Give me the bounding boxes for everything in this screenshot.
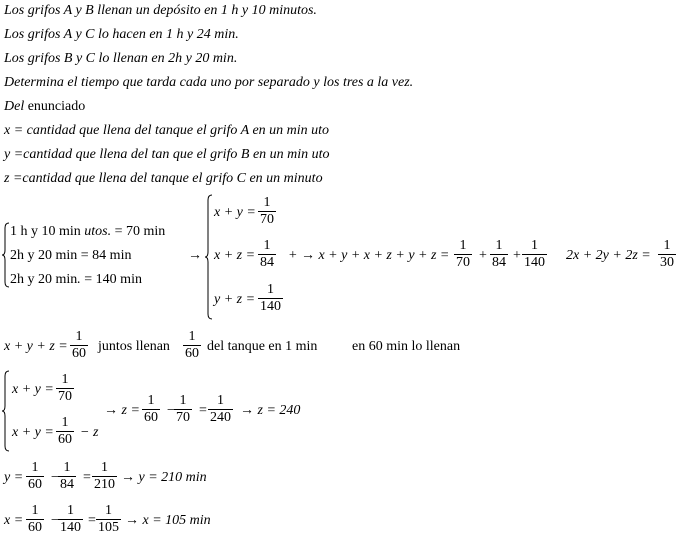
left-brace-system-2 xyxy=(205,194,213,320)
en-60-min-text: en 60 min lo llenan xyxy=(352,339,461,354)
eq2-row-2-fraction: $\frac{1}{84}$ xyxy=(260,238,274,270)
z-minus-sign: − xyxy=(167,403,175,418)
conversion-row-1: 1 h y 10 min utos. = 70 min xyxy=(10,224,166,239)
eq2-row-3-fraction: $\frac{1}{140}$ xyxy=(260,282,281,314)
juntos-fraction: $\frac{1}{60}$ xyxy=(185,329,199,361)
eq3-row-2-minus-z: − z xyxy=(80,425,99,440)
problem-line-4: Determina el tiempo que tarda cada uno por separado y los tres a la vez. xyxy=(4,75,414,90)
sum-fraction-2: $\frac{1}{84}$ xyxy=(492,238,506,270)
z-result: → z = 240 xyxy=(240,403,301,418)
juntos-llenan: juntos llenan xyxy=(98,339,170,354)
z-equals-sign: = xyxy=(199,403,207,418)
y-result: → y = 210 min xyxy=(121,470,207,485)
total-fraction: $\frac{1}{60}$ xyxy=(72,329,86,361)
z-arrow: → z = xyxy=(104,403,140,418)
z-fraction-1: $\frac{1}{60}$ xyxy=(144,393,158,425)
sum-fraction-3: $\frac{1}{140}$ xyxy=(524,238,545,270)
problem-line-2: Los grifos A y C lo hacen en 1 h y 24 min. xyxy=(4,27,239,42)
eq2-row-2-lhs: x + z = xyxy=(214,248,256,263)
y-fraction-1: $\frac{1}{60}$ xyxy=(28,460,42,492)
eq2-row-3-lhs: y + z = xyxy=(214,292,256,307)
x-equals-sign: = xyxy=(88,513,96,528)
eq3-row-2-fraction: $\frac{1}{60}$ xyxy=(58,415,72,447)
conversion-row-3: 2h y 20 min. = 140 min xyxy=(10,272,142,287)
z-fraction-3: $\frac{1}{240}$ xyxy=(210,393,231,425)
y-minus-sign: − xyxy=(51,470,59,485)
x-fraction-2: $\frac{1}{140}$ xyxy=(60,503,81,535)
eq3-row-1-fraction: $\frac{1}{70}$ xyxy=(58,372,72,404)
z-fraction-2: $\frac{1}{70}$ xyxy=(176,393,190,425)
del-enunciado: Del enunciado xyxy=(4,99,86,114)
eq2-row-1-lhs: x + y = xyxy=(214,205,256,220)
x-fraction-3: $\frac{1}{105}$ xyxy=(98,503,119,535)
x-minus-sign: − xyxy=(51,513,59,528)
total-expression: x + y + z = xyxy=(4,339,68,354)
conversion-row-2: 2h y 20 min = 84 min xyxy=(10,248,132,263)
problem-line-3: Los grifos B y C lo llenan en 2h y 20 min. xyxy=(4,51,238,66)
y-fraction-3: $\frac{1}{210}$ xyxy=(94,460,115,492)
arrow-1: → xyxy=(188,248,202,263)
left-brace-system-1 xyxy=(2,222,10,288)
x-lhs: x = xyxy=(4,513,24,528)
y-equals-sign: = xyxy=(83,470,91,485)
eq3-row-2-lhs: x + y = xyxy=(12,425,54,440)
sum-expression: + → x + y + x + z + y + z = xyxy=(288,248,450,263)
plus-sign-2: + xyxy=(513,248,521,263)
left-brace-system-3 xyxy=(2,370,10,452)
sum-fraction-1: $\frac{1}{70}$ xyxy=(456,238,470,270)
x-definition: x = cantidad que llena del tanque el grifo A en un min uto xyxy=(4,123,330,138)
plus-sign-1: + xyxy=(479,248,487,263)
y-lhs: y = xyxy=(4,470,24,485)
double-sum-expression: 2x + 2y + 2z = xyxy=(566,248,651,263)
problem-line-1: Los grifos A y B llenan un depósito en 1 h y 10 minutos. xyxy=(4,3,317,18)
y-fraction-2: $\frac{1}{84}$ xyxy=(60,460,74,492)
x-result: → x = 105 min xyxy=(125,513,211,528)
y-definition: y =cantidad que llena del tan que el grifo B en un min uto xyxy=(4,147,330,162)
eq2-row-1-fraction: $\frac{1}{70}$ xyxy=(260,195,274,227)
z-definition: z =cantidad que llena del tanque el grifo C en un minuto xyxy=(4,171,323,186)
del-tanque-text: del tanque en 1 min xyxy=(207,339,318,354)
eq3-row-1-lhs: x + y = xyxy=(12,382,54,397)
x-fraction-1: $\frac{1}{60}$ xyxy=(28,503,42,535)
double-sum-fraction: $\frac{1}{30}$ xyxy=(660,238,674,270)
